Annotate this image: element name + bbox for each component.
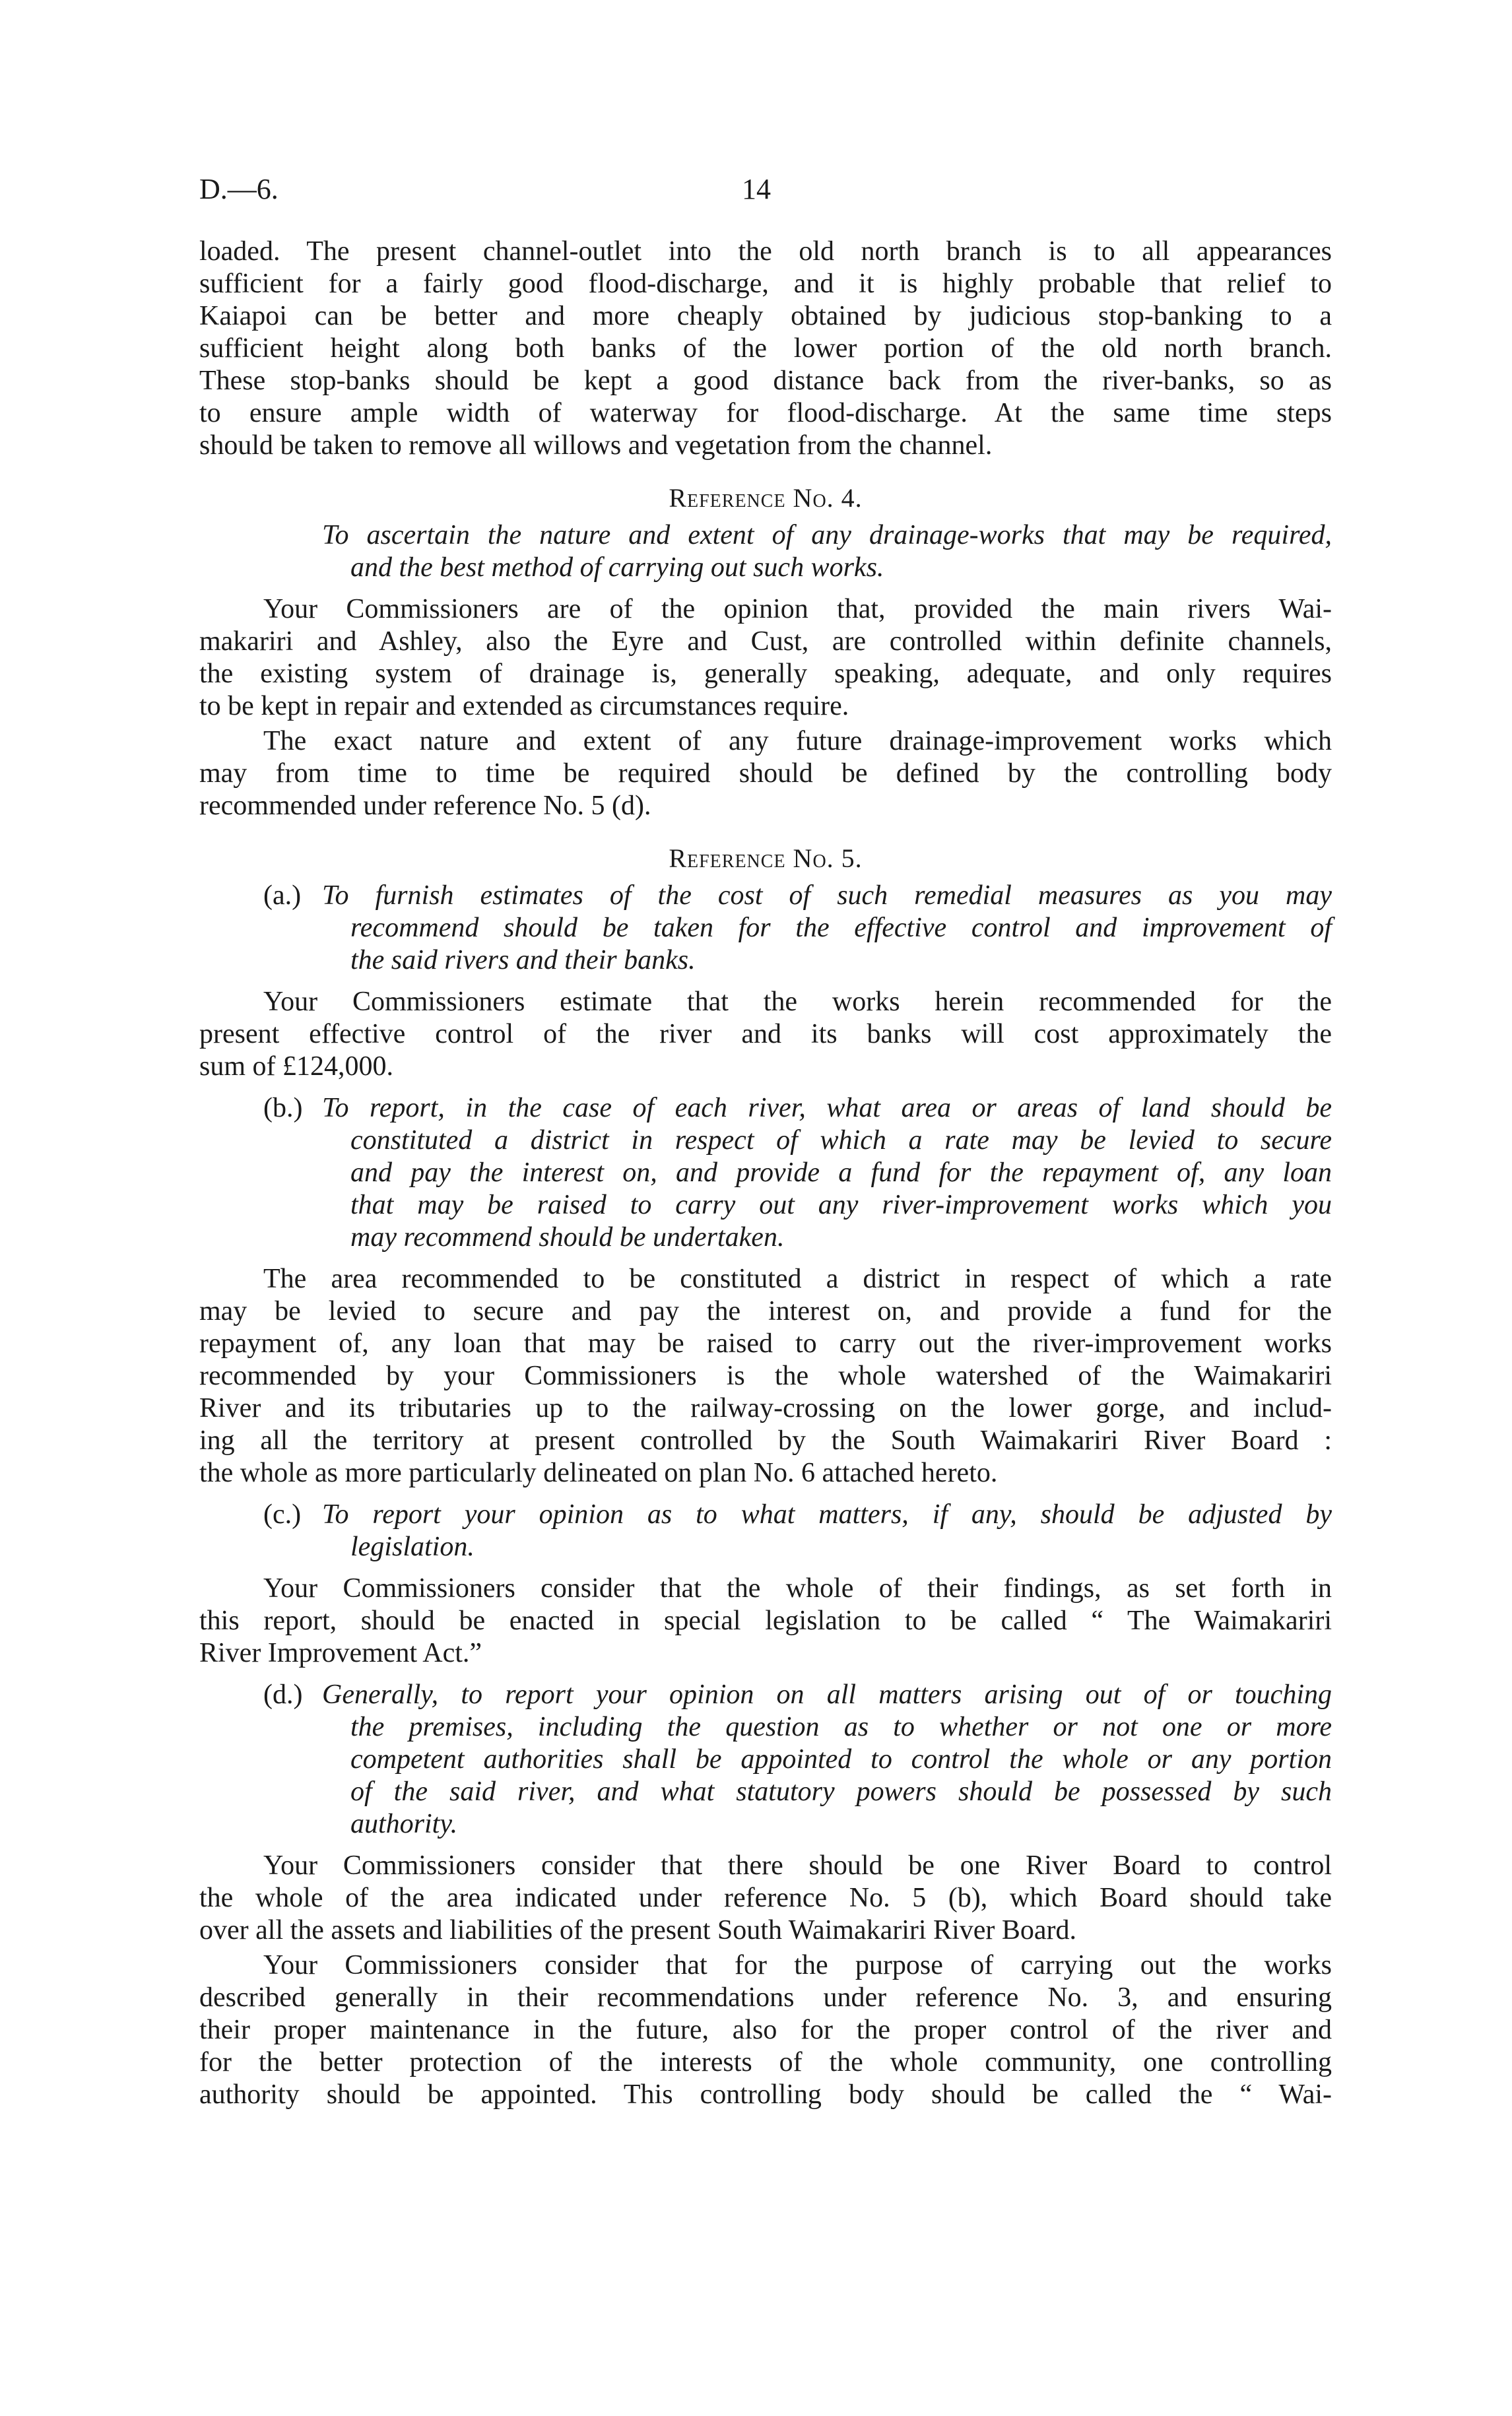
line-text: that may be raised to carry out any river-improvement works which you [350,1190,1332,1220]
line-text: present effective control of the river and its banks will cost approximately the [199,1019,1332,1049]
text-line [199,1295,1332,1328]
line-text: The exact nature and extent of any future drainage-improvement works which [263,726,1332,756]
text-line [199,2046,1332,2079]
line-text: over all the assets and liabilities of the present South Waimakariri River Board. [199,1915,1077,1945]
line-text: repayment of, any loan that may be raised to carry out the river-improvement works [199,1328,1332,1359]
line-text: authority should be appointed. This controlling body should be called the “ Wai- [199,2079,1332,2110]
line-text: constituted a district in respect of which a rate may be levied to secure [350,1125,1332,1156]
line-text: Generally, to report your opinion on all matters arising out of or touching [322,1680,1332,1710]
paragraph [199,1850,1332,1947]
text-line [199,519,1332,552]
text-line [199,1808,1332,1841]
text-line [199,790,1332,822]
line-text: To ascertain the nature and extent of any drainage-works that may be required, [322,520,1332,550]
line-text: Your Commissioners are of the opinion that, provided the main rivers Wai- [263,594,1332,624]
page-number: 14 [742,173,771,205]
line-text: makariri and Ashley, also the Eyre and Cust, are controlled within definite channels, [199,626,1332,657]
question-label: (d.) [263,1680,303,1710]
text-line [199,1679,1332,1711]
text-line [199,1914,1332,1947]
line-text: loaded. The present channel-outlet into the old north branch is to all appearances [199,236,1332,267]
paragraph [199,1263,1332,1489]
line-text: the premises, including the question as to whether or not one or more [350,1712,1332,1742]
line-text: and the best method of carrying out such works. [350,552,884,583]
line-text: Your Commissioners estimate that the works herein recommended for the [263,987,1332,1017]
line-text: may be levied to secure and pay the interest on, and provide a fund for the [199,1296,1332,1326]
text-line [199,1157,1332,1189]
text-line [199,2079,1332,2111]
line-text: the whole as more particularly delineated on plan No. 6 attached hereto. [199,1458,998,1488]
text-line [199,300,1332,333]
section-heading [199,482,1332,514]
text-line [199,1605,1332,1637]
text-line [199,1092,1332,1125]
reference-question [199,1092,1332,1254]
line-text: of the said river, and what statutory powers should be possessed by such [350,1777,1332,1807]
text-line [199,758,1332,790]
text-line [199,1328,1332,1360]
line-text: Your Commissioners consider that there should be one River Board to control [263,1850,1332,1881]
line-text: this report, should be enacted in special legislation to be called “ The Waimakariri [199,1606,1332,1636]
text-line [199,880,1332,912]
text-line [199,1637,1332,1670]
line-text: to ensure ample width of waterway for flood-discharge. At the same time steps [199,398,1332,428]
line-text: and pay the interest on, and provide a fund for the repayment of, any loan [350,1158,1332,1188]
reference-question [199,880,1332,977]
text-line [199,397,1332,430]
reference-question [199,519,1332,584]
text-line [199,1360,1332,1392]
text-line [199,236,1332,268]
text-line [199,1711,1332,1744]
document-body [199,236,1332,2111]
text-line [199,1776,1332,1808]
paragraph [199,593,1332,723]
text-line [199,1499,1332,1531]
line-text: Your Commissioners consider that the whole of their findings, as set forth in [263,1573,1332,1604]
question-label: (b.) [263,1093,303,1123]
heading-text [199,842,1332,874]
text-line [199,1018,1332,1051]
text-line [199,1744,1332,1776]
line-text: To report, in the case of each river, what area or areas of land should be [322,1093,1332,1123]
line-text: may recommend should be undertaken. [350,1222,785,1253]
document-code: D.—6. [199,173,279,205]
line-text: These stop-banks should be kept a good distance back from the river-banks, so as [199,366,1332,396]
question-label: (c.) [263,1499,302,1530]
line-text: ing all the territory at present controlled by the South Waimakariri River Board : [199,1425,1332,1456]
text-line [199,1189,1332,1222]
paragraph [199,236,1332,462]
text-line [199,725,1332,758]
line-text: The area recommended to be constituted a district in respect of which a rate [263,1264,1332,1294]
line-text: To furnish estimates of the cost of such remedial measures as you may [322,880,1332,911]
line-text: Kaiapoi can be better and more cheaply obtained by judicious stop-banking to a [199,301,1332,331]
text-line [199,268,1332,300]
line-text: Your Commissioners consider that for the purpose of carrying out the works [263,1950,1332,1980]
line-text: River Improvement Act.” [199,1638,482,1668]
text-line [199,626,1332,658]
line-text: for the better protection of the interests of the whole community, one controlling [199,2047,1332,2077]
line-text: sufficient height along both banks of the lower portion of the old north branch. [199,333,1332,364]
text-line [199,365,1332,397]
text-line [199,986,1332,1018]
paragraph [199,986,1332,1083]
text-line [199,1125,1332,1157]
text-line [199,1392,1332,1425]
text-line [199,658,1332,690]
text-line [199,1982,1332,2014]
text-line [199,944,1332,977]
line-text: River and its tributaries up to the railway-crossing on the lower gorge, and includ- [199,1393,1332,1423]
paragraph [199,725,1332,822]
text-line [199,333,1332,365]
heading-text [199,482,1332,514]
paragraph [199,1573,1332,1670]
line-text: described generally in their recommendations under reference No. 3, and ensuring [199,1982,1332,2013]
line-text: to be kept in repair and extended as circumstances require. [199,691,849,721]
text-line [199,1222,1332,1254]
line-text: authority. [350,1809,458,1839]
line-text: may from time to time be required should be defined by the controlling body [199,758,1332,789]
section-heading [199,842,1332,874]
text-line [199,593,1332,626]
line-text: recommended by your Commissioners is the whole watershed of the Waimakariri [199,1361,1332,1391]
line-text: recommended under reference No. 5 (d). [199,791,651,821]
line-text: the said rivers and their banks. [350,945,696,975]
text-line [199,1263,1332,1295]
line-text: To report your opinion as to what matters, if any, should be adjusted by [322,1499,1332,1530]
text-line [199,1457,1332,1489]
line-text: sufficient for a fairly good flood-discharge, and it is highly probable that relief to [199,269,1332,299]
line-text: legislation. [350,1532,475,1562]
text-line [199,912,1332,944]
text-line [199,552,1332,584]
line-text: Reference No. 5. [669,843,863,873]
text-line [199,2014,1332,2046]
text-line [199,1882,1332,1914]
reference-question [199,1499,1332,1563]
text-line [199,1850,1332,1882]
line-text: should be taken to remove all willows and vegetation from the channel. [199,430,993,461]
line-text: recommend should be taken for the effective control and improvement of [350,913,1332,943]
text-line [199,1425,1332,1457]
line-text: the existing system of drainage is, generally speaking, adequate, and only requires [199,659,1332,689]
line-text: competent authorities shall be appointed to control the whole or any portion [350,1744,1332,1775]
line-text: their proper maintenance in the future, also for the proper control of the river and [199,2015,1332,2045]
line-text: Reference No. 4. [669,483,863,513]
text-line [199,1949,1332,1982]
text-line [199,1531,1332,1563]
text-line [199,1573,1332,1605]
line-text: the whole of the area indicated under reference No. 5 (b), which Board should take [199,1883,1332,1913]
text-line [199,1051,1332,1083]
text-line [199,430,1332,462]
line-text: sum of £124,000. [199,1051,393,1082]
paragraph [199,1949,1332,2111]
question-label: (a.) [263,880,302,911]
reference-question [199,1679,1332,1841]
text-line [199,690,1332,723]
